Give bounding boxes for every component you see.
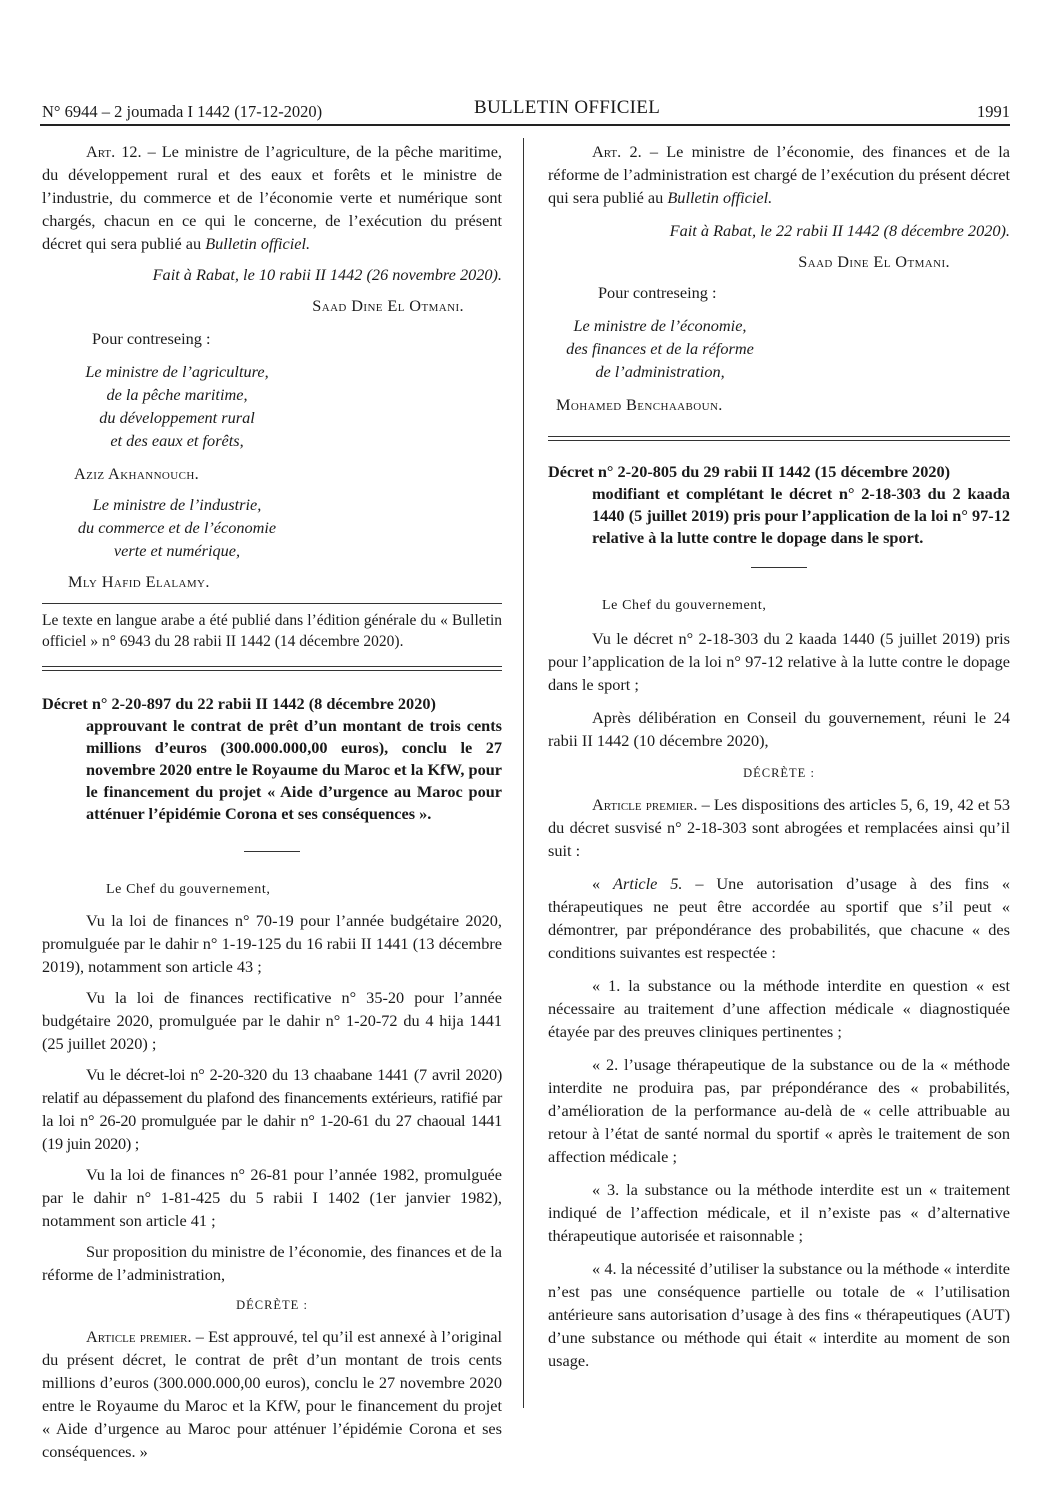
- fait-a-rabat: Fait à Rabat, le 10 rabii II 1442 (26 novembre 2020).: [152, 265, 502, 284]
- vu-paragraph: Vu le décret-loi n° 2-20-320 du 13 chaabane 1441 (7 avril 2020) relatif au dépassement du plafond des financements extérieurs, ratifié par la loi n° 26-20 promulguée par le dahir n° 1-20-61 du 27 chaoual 1441 (19 juin 2020) ;: [42, 1065, 502, 1153]
- page-number: 1991: [977, 102, 1010, 121]
- minister-name: Aziz Akhannouch.: [74, 464, 200, 483]
- fait-a-rabat: Fait à Rabat, le 22 rabii II 1442 (8 décembre 2020).: [669, 221, 1010, 240]
- minister-line: Le ministre de l’industrie,: [92, 495, 262, 514]
- decrete-heading: DÉCRÈTE :: [236, 1298, 308, 1312]
- minister-line: verte et numérique,: [113, 541, 241, 560]
- decree-title-heading: Décret n° 2-20-897 du 22 rabii II 1442 (8 décembre 2020): [42, 694, 436, 713]
- minister-line: Le ministre de l’agriculture,: [85, 362, 269, 381]
- vu-paragraph: Vu la loi de finances n° 26-81 pour l’année 1982, promulguée par le dahir n° 1-81-425 du 5 rabii I 1402 (1er janvier 1982), notamment son article 41 ;: [42, 1165, 502, 1230]
- article-2: [548, 140, 1010, 209]
- contreseing-label: Pour contreseing :: [92, 329, 211, 348]
- decree-title-body: approuvant le contrat de prêt d’un montant de trois cents millions d’euros (300.000.000,00 euros), conclu le 27 novembre 2020 entre le Royaume du Maroc et la KfW, pour le financement du projet « Aide d’urgence au Maroc pour atténuer l’épidémie Corona et ses conséquences ».: [86, 716, 502, 823]
- article-text: – Est approuvé, tel qu’il est annexé à l’original du présent décret, le contrat de prêt d’un montant de trois cents millions d’euros (300.000.000,00 euros), conclu le 27 novembre 2020 entre le Royaume du Maroc et la KfW, pour le financement du projet « Aide d’urgence au Maroc pour atténuer l’épidémie Corona et ses conséquences. »: [42, 1327, 503, 1461]
- condition-item: « 4. la nécessité d’utiliser la substance ou la méthode « interdite n’est pas une conséquence partielle ou totale de « l’utilisation antérieure sans autorisation d’usage à des fins « thérapeutiques (AUT) d’une substance ou méthode qui était « interdite au moment de son usage.: [548, 1259, 1010, 1370]
- minister-line: Le ministre de l’économie,: [573, 316, 747, 335]
- condition-item: « 3. la substance ou la méthode interdite est un « traitement indiqué de l’affection médicale, et il n’existe pas « d’alternative thérapeutique autorisée et raisonnable ;: [548, 1180, 1010, 1245]
- article-label: Article premier.: [592, 795, 698, 814]
- decree-title: [42, 693, 502, 825]
- signatory-name: Saad Dine El Otmani.: [798, 252, 950, 271]
- page-header: [42, 98, 1010, 122]
- minister-line: de l’administration,: [595, 362, 725, 381]
- vu-paragraph: Vu le décret n° 2-18-303 du 2 kaada 1440 (5 juillet 2019) pris pour l’application de la loi n° 97-12 relative à la lutte contre le dopage dans le sport ;: [548, 629, 1010, 694]
- signatory-name: Saad Dine El Otmani.: [312, 296, 464, 315]
- minister-name: Mly Hafid Elalamy.: [68, 572, 210, 591]
- deliberation-paragraph: Après délibération en Conseil du gouvernement, réuni le 24 rabii II 1442 (10 décembre 2020),: [548, 708, 1010, 750]
- article-premier: [548, 793, 1010, 862]
- bulletin-ref: Bulletin officiel.: [205, 234, 311, 253]
- separator: [42, 603, 502, 604]
- article-label: Article 5.: [613, 874, 683, 893]
- minister-block: [548, 314, 772, 383]
- short-separator: [751, 567, 807, 568]
- article-text: – Une autorisation d’usage à des fins « thérapeutiques ne peut être accordée au sportif que s’il peut « démontrer, par prépondérance des probabilités, que chacune « des conditions suivantes est respectée :: [548, 874, 1010, 962]
- contreseing-label: Pour contreseing :: [598, 283, 717, 302]
- quote-mark: «: [592, 874, 614, 893]
- vu-paragraph: Vu la loi de finances n° 70-19 pour l’année budgétaire 2020, promulguée par le dahir n° 1-19-125 du 16 rabii II 1441 (13 décembre 2019), notamment son article 43 ;: [42, 911, 502, 976]
- arabic-edition-note: Le texte en langue arabe a été publié dans l’édition générale du « Bulletin officiel » n° 6943 du 28 rabii II 1442 (14 décembre 2020).: [42, 612, 502, 650]
- condition-item: « 2. l’usage thérapeutique de la substance ou de la « méthode interdite ne produira pas, par prépondérance des « probabilités, d’amélioration de la performance au-delà de « celle attribuable au retour à l’état de santé normal du sportif « après le traitement de son affection médicale ;: [548, 1055, 1010, 1166]
- left-column: [42, 140, 502, 1463]
- article-label: Art. 2.: [592, 142, 642, 161]
- article-label: Article premier.: [86, 1327, 192, 1346]
- issue-info: N° 6944 – 2 joumada I 1442 (17-12-2020): [42, 102, 323, 121]
- decree-title: [548, 461, 1010, 549]
- minister-line: et des eaux et forêts,: [110, 431, 244, 450]
- section-separator: [42, 666, 502, 671]
- minister-line: du développement rural: [99, 408, 255, 427]
- short-separator: [244, 851, 300, 852]
- minister-block: [42, 360, 312, 452]
- article-5: [548, 872, 1010, 964]
- article-12: [42, 140, 502, 255]
- decree-title-body: modifiant et complétant le décret n° 2-18-303 du 2 kaada 1440 (5 juillet 2019) pris pour l’application de la loi n° 97-12 relative à la lutte contre le dopage dans le sport.: [592, 484, 1010, 547]
- publication-title: BULLETIN OFFICIEL: [474, 97, 661, 118]
- vu-paragraph: Vu la loi de finances rectificative n° 35-20 pour l’année budgétaire 2020, promulguée par le dahir n° 1-20-72 du 4 hija 1441 (25 juillet 2020) ;: [42, 988, 502, 1053]
- right-column: [548, 140, 1010, 1372]
- minister-block: [42, 493, 312, 562]
- minister-line: de la pêche maritime,: [106, 385, 248, 404]
- article-text: – Les dispositions des articles 5, 6, 19, 42 et 53 du décret susvisé n° 2-18-303 sont abrogées et remplacées ainsi qu’il suit :: [548, 795, 1010, 860]
- column-divider: [523, 138, 524, 1408]
- article-label: Art. 12.: [86, 142, 142, 161]
- minister-name: Mohamed Benchaaboun.: [556, 395, 723, 414]
- chef-du-gouvernement: Le Chef du gouvernement,: [602, 598, 767, 613]
- article-text: – Le ministre de l’agriculture, de la pêche maritime, du développement rural et des eaux et forêts et le ministre de l’industrie, du commerce et de l’économie verte et numérique sont chargés, chacun en ce qui le concerne, de l’exécution du présent décret qui sera publié au: [42, 142, 502, 253]
- chef-du-gouvernement: Le Chef du gouvernement,: [106, 882, 271, 897]
- condition-item: « 1. la substance ou la méthode interdite en question « est nécessaire au traitement d’une affection médicale « diagnostiquée étayée par des preuves cliniques pertinentes ;: [548, 976, 1010, 1041]
- proposition-paragraph: Sur proposition du ministre de l’économie, des finances et de la réforme de l’administration,: [42, 1242, 502, 1284]
- decree-title-heading: Décret n° 2-20-805 du 29 rabii II 1442 (15 décembre 2020): [548, 462, 951, 481]
- header-rule: [40, 124, 1010, 126]
- article-premier: [42, 1325, 502, 1463]
- section-separator: [548, 436, 1010, 441]
- bulletin-ref: Bulletin officiel.: [667, 188, 773, 207]
- minister-line: du commerce et de l’économie: [77, 518, 277, 537]
- article-text: – Le ministre de l’économie, des finances et de la réforme de l’administration est chargé de l’exécution du présent décret qui sera publié au: [548, 142, 1010, 207]
- decrete-heading: DÉCRÈTE :: [743, 766, 815, 780]
- minister-line: des finances et de la réforme: [566, 339, 754, 358]
